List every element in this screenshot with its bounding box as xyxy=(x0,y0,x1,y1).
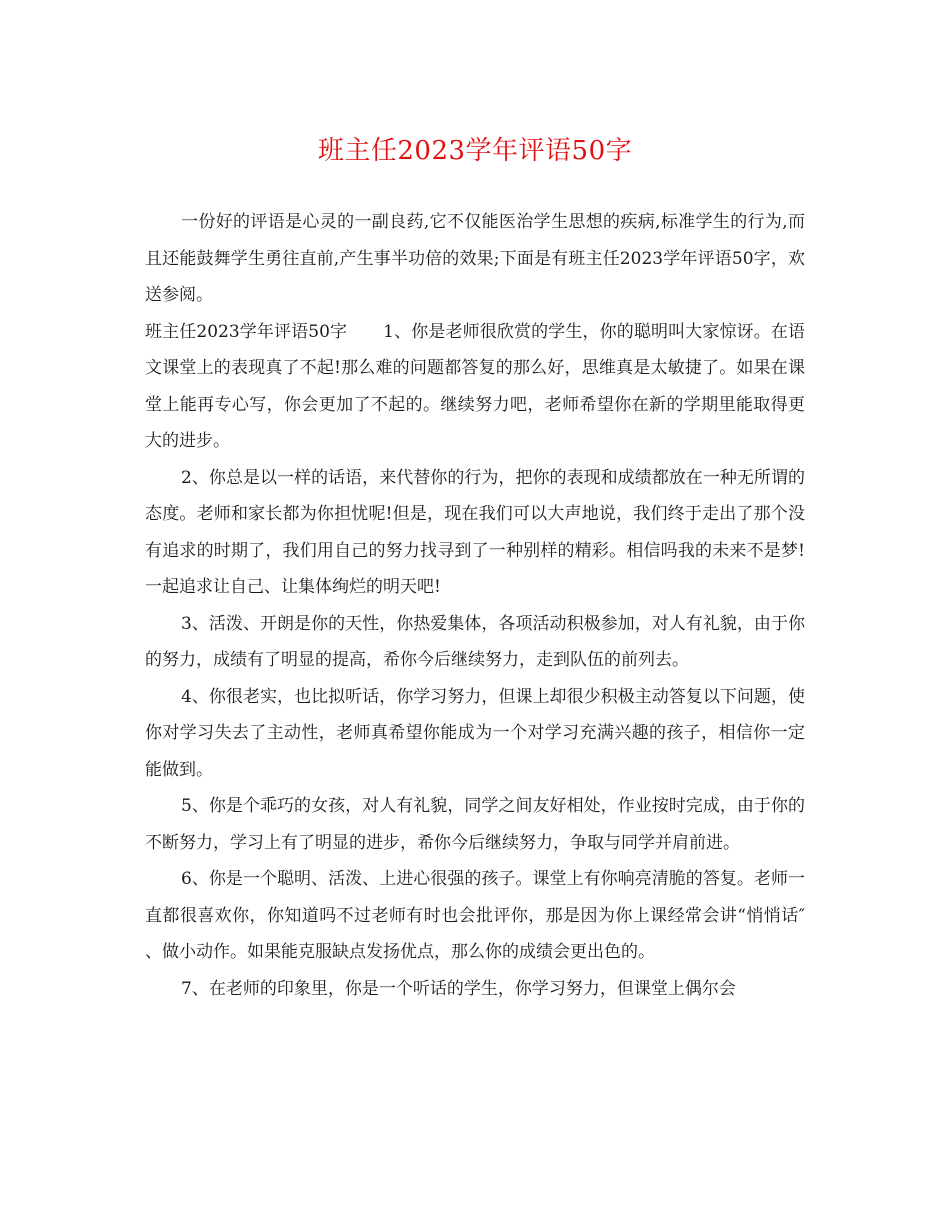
comment-paragraph-4: 4、你很老实，也比拟听话，你学习努力，但课上却很少积极主动答复以下问题，使你对学习失去了主动性，老师真希望你能成为一个对学习充满兴趣的孩子，相信你一定能做到。 xyxy=(145,686,805,780)
comment-paragraph-5: 5、你是个乖巧的女孩，对人有礼貌，同学之间友好相处，作业按时完成，由于你的不断努力，学习上有了明显的进步，希你今后继续努力，争取与同学并肩前进。 xyxy=(145,796,805,853)
section-title: 班主任2023学年评语50字 xyxy=(145,321,348,342)
comment-paragraph-1 xyxy=(145,314,805,460)
comment-paragraph-6: 6、你是一个聪明、活泼、上进心很强的孩子。课堂上有你响亮清脆的答复。老师一直都很喜欢你，你知道吗不过老师有时也会批评你，那是因为你上课经常会讲“悄悄话″ 、做小动作。如果能克服缺点发扬优点，那么你的成绩会更出色的。 xyxy=(145,869,805,962)
comment-paragraph-2: 2、你总是以一样的话语，来代替你的行为，把你的表现和成绩都放在一种无所谓的态度。老师和家长都为你担忧呢!但是，现在我们可以大声地说，我们终于走出了那个没有追求的时期了，我们用自己的努力找寻到了一种别样的精彩。相信吗我的未来不是梦!一起追求让自己、让集体绚烂的明天吧! xyxy=(145,467,805,597)
document-body xyxy=(145,204,805,1007)
intro-paragraph: 一份好的评语是心灵的一副良药,它不仅能医治学生思想的疾病,标准学生的行为,而且还能鼓舞学生勇往直前,产生事半功倍的效果;下面是有班主任2023学年评语50字，欢送参阅。 xyxy=(145,212,805,305)
comment-paragraph-3: 3、活泼、开朗是你的天性，你热爱集体，各项活动积极参加，对人有礼貌，由于你的努力，成绩有了明显的提高，希你今后继续努力，走到队伍的前列去。 xyxy=(145,613,805,670)
comment-text-1: 1、你是老师很欣赏的学生，你的聪明叫大家惊讶。在语文课堂上的表现真了不起!那么难的问题都答复的那么好，思维真是太敏捷了。如果在课堂上能再专心写，你会更加了不起的。继续努力吧，老师希望你在新的学期里能取得更大的进步。 xyxy=(145,321,805,451)
document-title: 班主任2023学年评语50字 xyxy=(317,136,633,166)
comment-paragraph-7: 7、在老师的印象里，你是一个听话的学生，你学习努力，但课堂上偶尔会 xyxy=(181,978,736,999)
